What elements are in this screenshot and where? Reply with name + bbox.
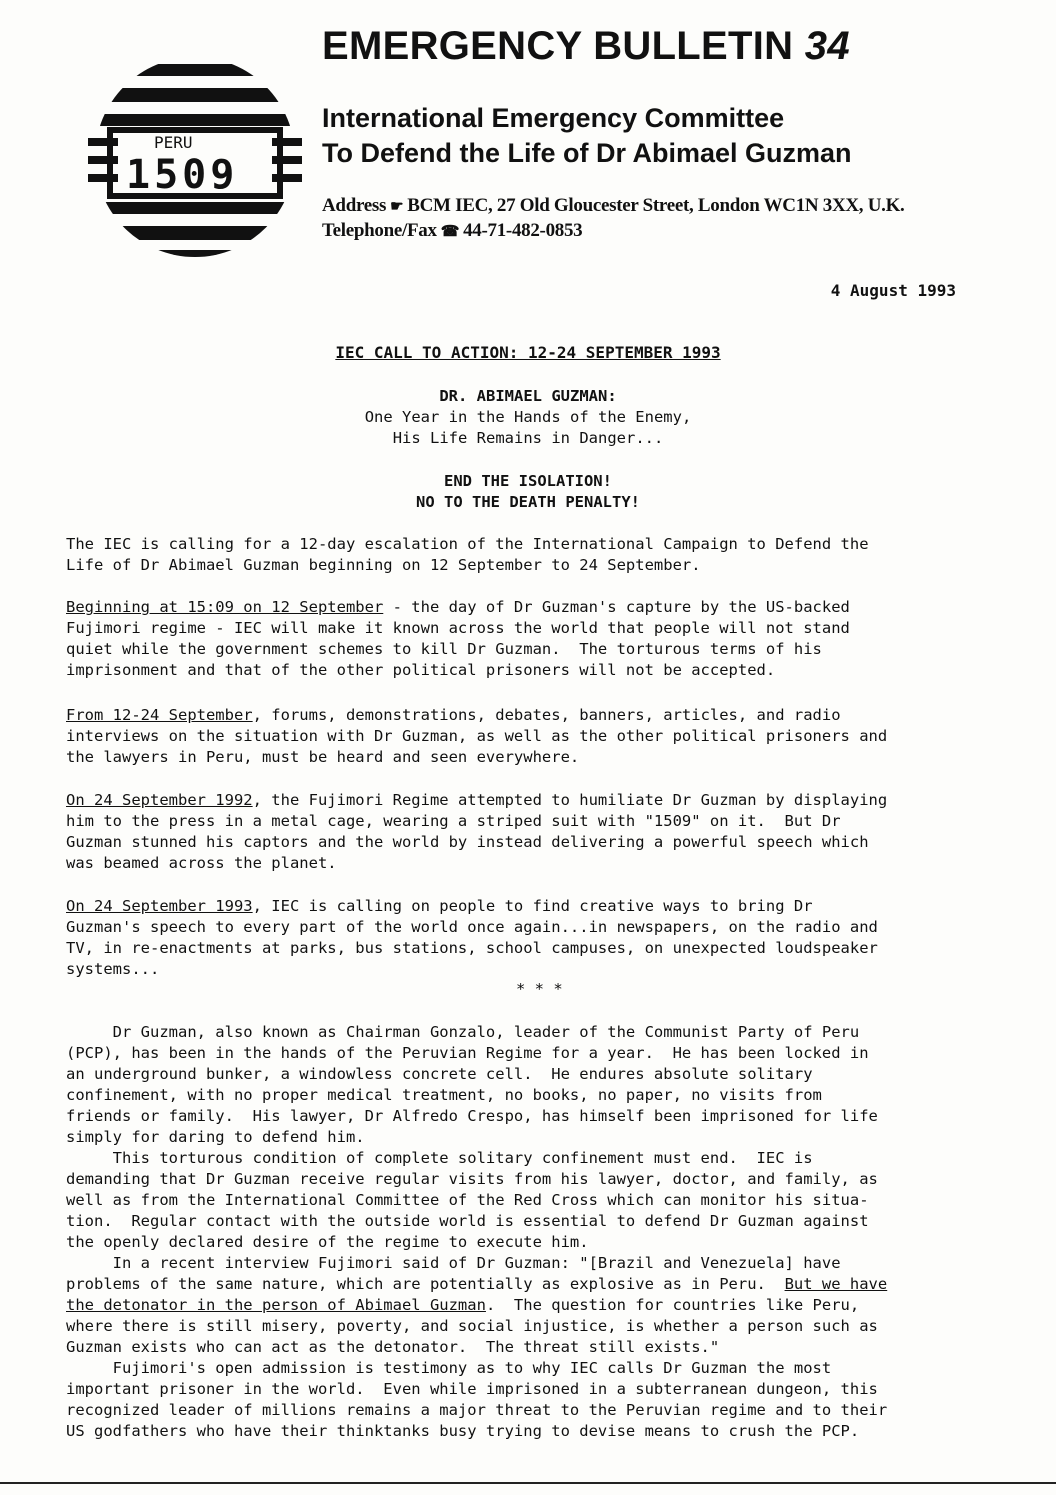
paragraph-beginning-text: - the day of Dr Guzman's capture by the US-backed Fujimori regime - IEC will make it known across the world that people will not stand quiet while the government schemes to kill Dr Guzman. The torturous terms of his imprisonment and that of the other political prisoners will not be accepted. bbox=[66, 598, 850, 679]
phone-line bbox=[322, 220, 582, 242]
logo-text-peru: PERU bbox=[154, 133, 193, 152]
phone-value: 44-71-482-0853 bbox=[463, 220, 583, 241]
paragraph-events-text: , forums, demonstrations, debates, banners, articles, and radio interviews on the situation with Dr Guzman, as well as the other political prisoners and the lawyers in Peru, must be heard and seen everywhere. bbox=[66, 706, 888, 766]
main-body-part1: Dr Guzman, also known as Chairman Gonzalo, leader of the Communist Party of Peru (PCP), has been in the hands of the Peruvian Regime for a year. He has been locked in an underground bunker, a windowless concrete cell. He endures absolute solitary confinement, with no proper medical treatment, no books, no paper, no visits from friends or family. His lawyer, Dr Alfredo Crespo, has himself been imprisoned for life simply for daring to defend him. This torturous condition of complete solitary confinement must end. IEC is demanding that Dr Guzman receive regular visits from his lawyer, doctor, and family, as well as from the International Committee of the Red Cross which can monitor his situa- tion. Regular contact with the outside world is essential to defend Dr Guzman against the openly declared desire of the regime to execute him. In a recent interview Fujimori said of Dr Guzman: "[Brazil and Venezuela] have problems of the same nature, which are potentially as explosive as in Peru. bbox=[66, 1023, 878, 1293]
paragraph-1992-text: , the Fujimori Regime attempted to humiliate Dr Guzman by displaying him to the press in a metal cage, wearing a striped suit with "1509" on it. But Dr Guzman stunned his captors and the world by instead delivering a powerful speech which was beamed across the planet. bbox=[66, 791, 888, 872]
telephone-icon: ☎ bbox=[440, 224, 460, 240]
paragraph-beginning-lead: Beginning at 15:09 on 12 September bbox=[66, 598, 384, 616]
call-to-action-text: IEC CALL TO ACTION: 12-24 SEPTEMBER 1993 bbox=[335, 343, 721, 362]
address-label: Address bbox=[322, 195, 387, 216]
organization-name-line2: To Defend the Life of Dr Abimael Guzman bbox=[322, 138, 852, 168]
paragraph-events bbox=[66, 705, 1026, 768]
organization-name-line1: International Emergency Committee bbox=[322, 103, 785, 133]
paragraph-1993 bbox=[66, 896, 1026, 980]
bulletin-title-text: EMERGENCY BULLETIN bbox=[322, 24, 794, 68]
slogan-no-death-penalty: NO TO THE DEATH PENALTY! bbox=[416, 493, 640, 511]
bulletin-title bbox=[322, 24, 850, 69]
quote-underlined-1: But we have bbox=[784, 1275, 888, 1293]
address-line bbox=[322, 195, 905, 217]
paragraph-1993-text: , IEC is calling on people to find creative ways to bring Dr Guzman's speech to every part of the world once again...in newspapers, on the radio and TV, in re-enactments at parks, bus stations, school campuses, on unexpected loudspeaker systems... bbox=[66, 897, 878, 978]
headline-line3: His Life Remains in Danger... bbox=[392, 429, 664, 447]
bulletin-issue-number: 34 bbox=[804, 24, 850, 68]
quote-underlined-2: the detonator in the person of Abimael Guzman bbox=[66, 1296, 486, 1314]
section-separator: * * * bbox=[516, 980, 563, 998]
paragraph-1992-lead: On 24 September 1992 bbox=[66, 791, 253, 809]
paragraph-escalation: The IEC is calling for a 12-day escalation of the International Campaign to Defend the Life of Dr Abimael Guzman beginning on 12 September to 24 September. bbox=[66, 535, 869, 574]
call-to-action-heading bbox=[0, 342, 1056, 364]
logo-text-number: 1509 bbox=[126, 152, 239, 198]
paragraph-1993-lead: On 24 September 1993 bbox=[66, 897, 253, 915]
paragraph-events-lead: From 12-24 September bbox=[66, 706, 253, 724]
main-body-part3: . The question for countries like Peru, where there is still misery, poverty, and social injustice, is whether a person such as Guzman exists who can act as the detonator. The threat still exists." Fujimori's open admission is testimony as to why IEC calls Dr Guzman the most important prisoner in the world. Even while imprisoned in a subterranean dungeon, this recognized leader of millions remains a major threat to the Peruvian regime and to their US godfathers who have their thinktanks busy trying to devise means to crush the PCP. bbox=[66, 1296, 888, 1440]
page-bottom-rule bbox=[0, 1482, 1056, 1484]
address-value: BCM IEC, 27 Old Gloucester Street, London WC1N 3XX, U.K. bbox=[407, 195, 905, 216]
peru-1509-stamp-logo bbox=[88, 52, 303, 262]
paragraph-beginning bbox=[66, 597, 1026, 681]
bulletin-date: 4 August 1993 bbox=[830, 281, 956, 300]
headline-name: DR. ABIMAEL GUZMAN: bbox=[439, 387, 617, 405]
pointing-hand-icon: ☛ bbox=[390, 199, 404, 215]
paragraph-main-body bbox=[66, 1022, 1026, 1442]
paragraph-1992 bbox=[66, 790, 1026, 874]
slogan-end-isolation: END THE ISOLATION! bbox=[444, 472, 612, 490]
headline-line2: One Year in the Hands of the Enemy, bbox=[364, 408, 692, 426]
phone-label: Telephone/Fax bbox=[322, 220, 437, 241]
